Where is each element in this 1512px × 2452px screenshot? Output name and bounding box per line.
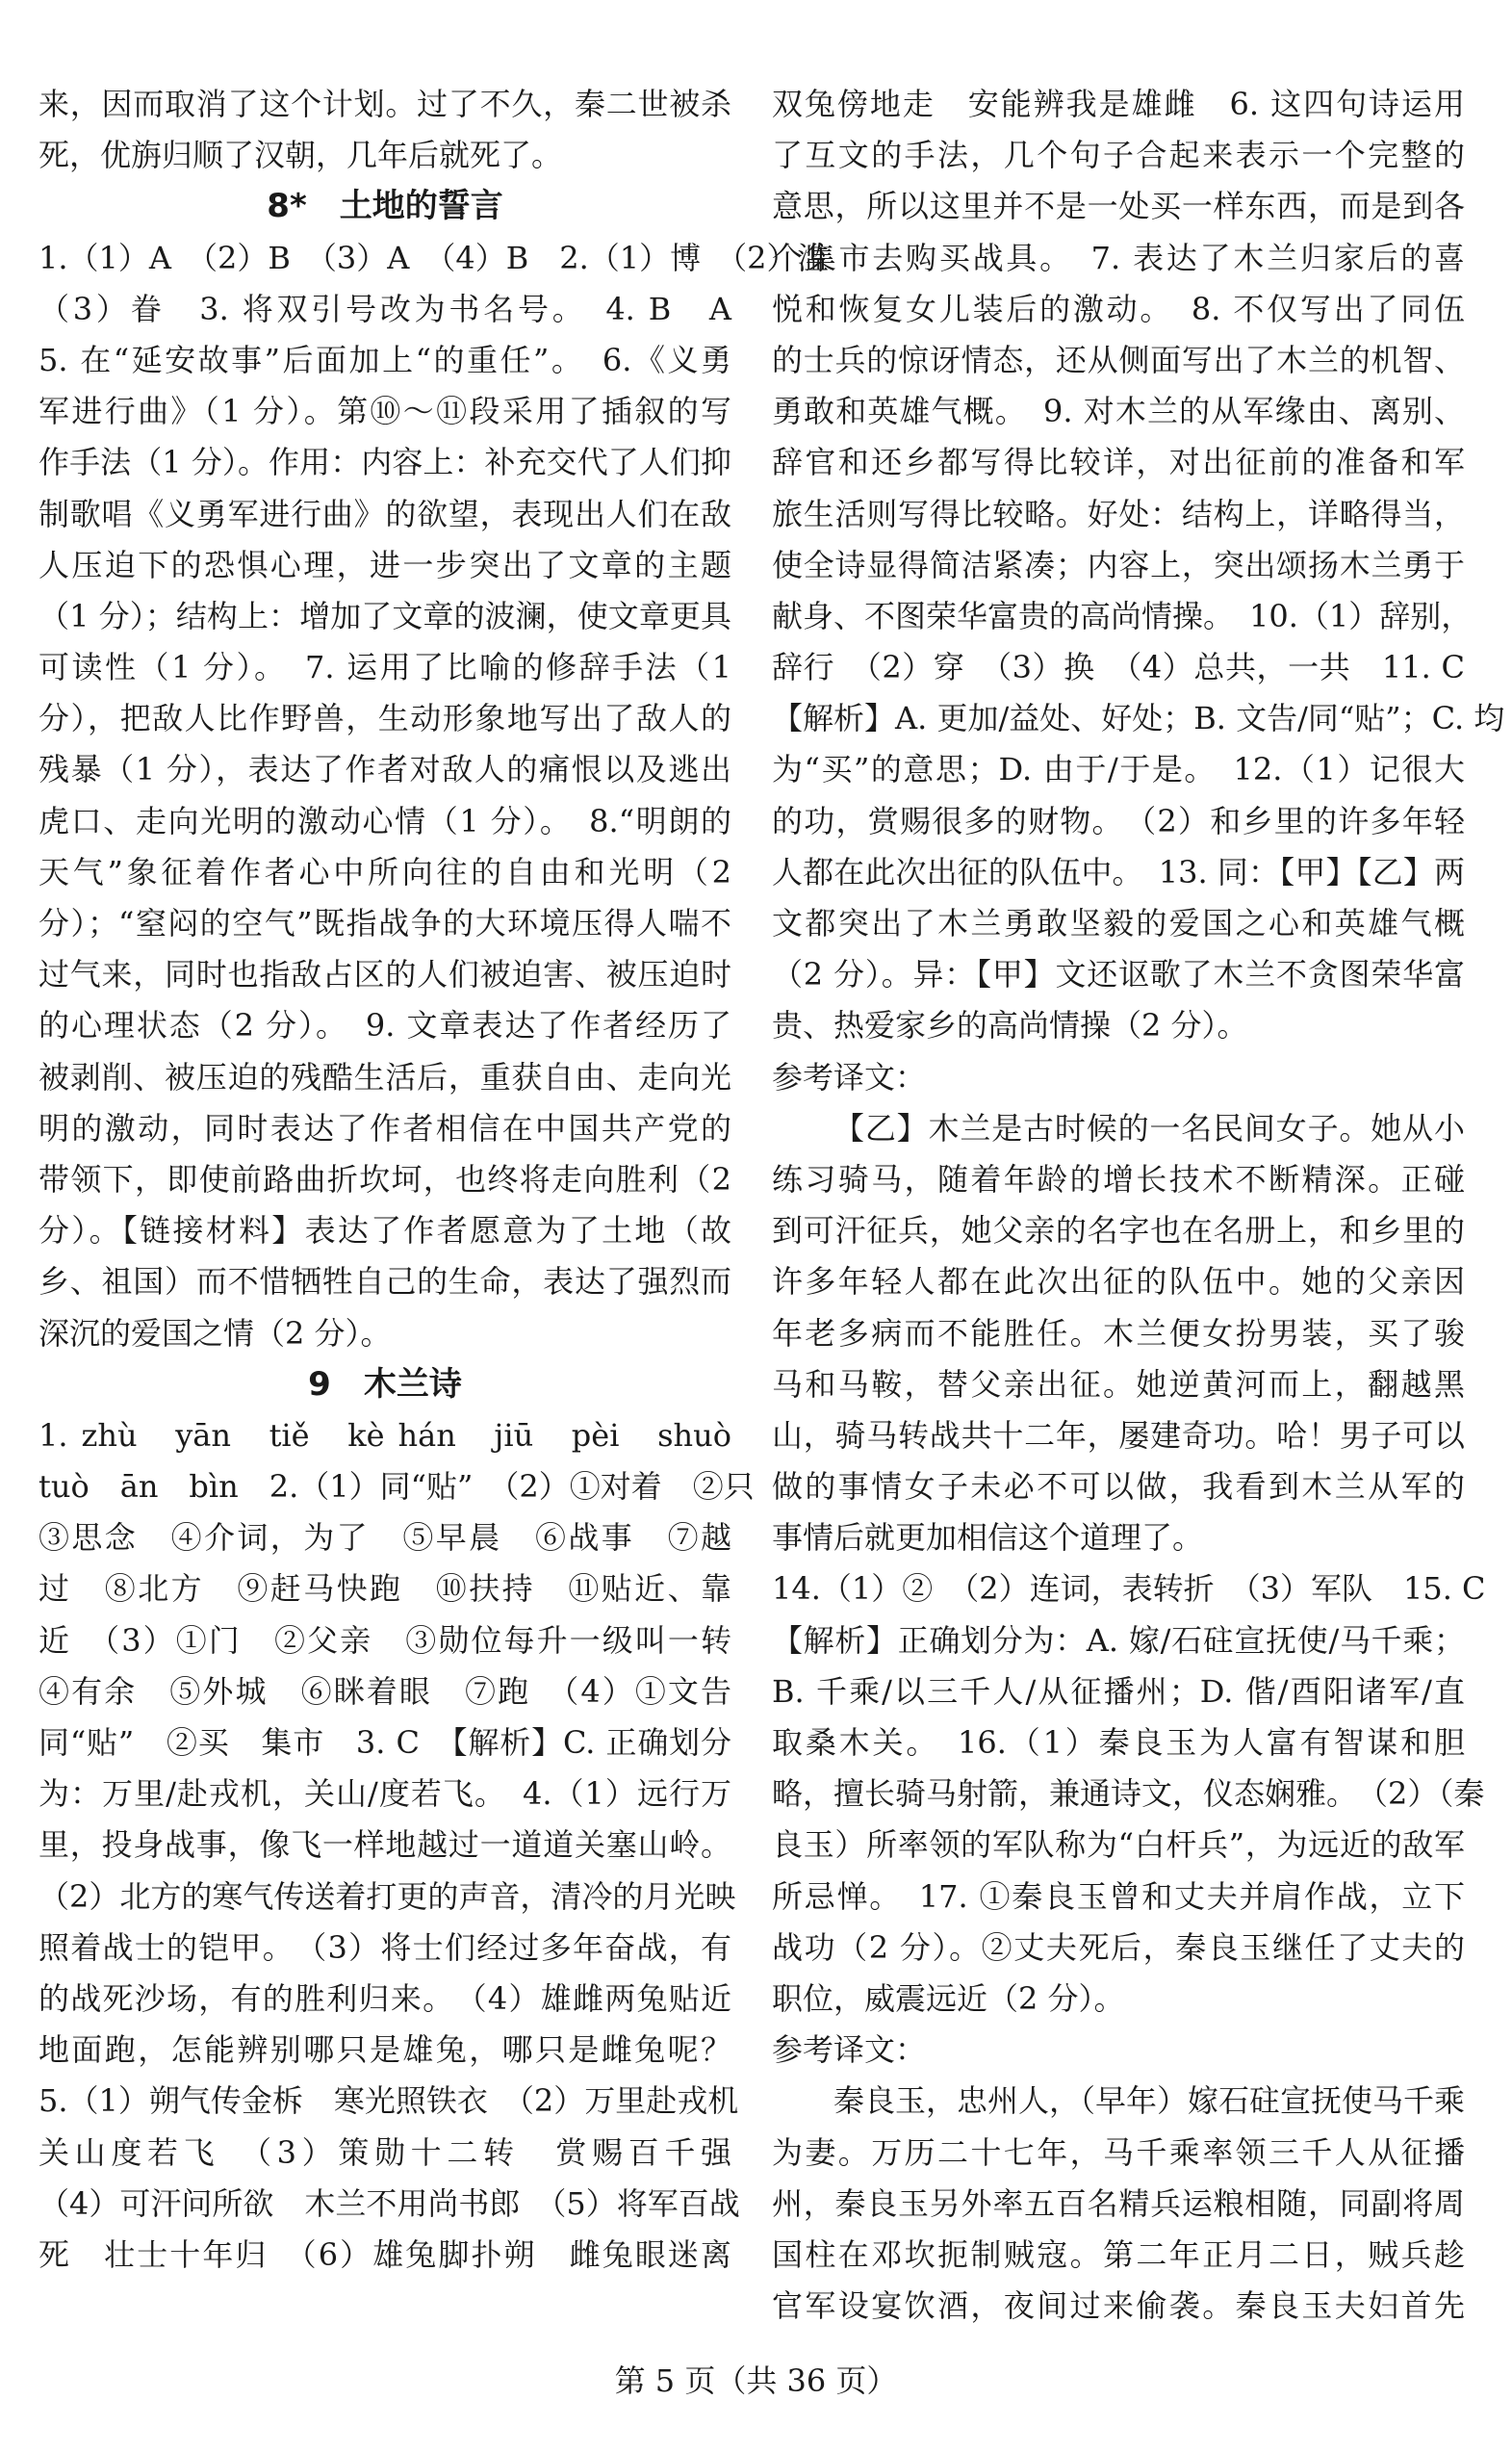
text-line: 地面跑，怎能辨别哪只是雄兔，哪只是雌兔呢？: [38, 2031, 731, 2069]
text-line: 分）；“窒闷的空气”既指战争的大环境压得人喘不: [38, 905, 731, 942]
text-line: 14.（1）② （2）连词，表转折 （3）军队 15. C: [772, 1570, 1486, 1608]
text-line: 为妻。万历二十七年，马千乘率领三千人从征播: [772, 2133, 1465, 2171]
text-line: 【解析】正确划分为：A. 嫁/石砫宣抚使/马千乘；: [772, 1621, 1465, 1659]
text-line: 许多年轻人都在此次出征的队伍中。她的父亲因: [772, 1263, 1465, 1301]
text-line: 人压迫下的恐惧心理，进一步突出了文章的主题: [38, 546, 731, 583]
text-line: 练习骑马，随着年龄的增长技术不断精深。正碰: [772, 1160, 1465, 1198]
pinyin-line: 1. zhù yān tiě kè hán jiū pèi shuò: [38, 1416, 731, 1454]
text-line: 事情后就更加相信这个道理了。: [772, 1519, 1204, 1557]
text-line: 天气”象征着作者心中所向往的自由和光明（2: [38, 853, 731, 890]
text-line: 秦良玉，忠州人，（早年）嫁石砫宣抚使马千乘: [833, 2082, 1466, 2120]
text-line: B. 千乘/以三千人/从征播州；D. 偕/酉阳诸军/直: [772, 1672, 1465, 1710]
text-line: 勇敢和英雄气概。 9. 对木兰的从军缘由、离别、: [772, 393, 1465, 430]
text-line: （2 分）。异：【甲】文还讴歌了木兰不贪图荣华富: [772, 956, 1465, 994]
text-line: 职位，威震远近（2 分）。: [772, 1979, 1125, 2017]
text-line: 战功（2 分）。②丈夫死后，秦良玉继任了丈夫的: [772, 1928, 1465, 1966]
text-line: 文都突出了木兰勇敢坚毅的爱国之心和英雄气概: [772, 905, 1465, 942]
text-line: 的士兵的惊讶情态，还从侧面写出了木兰的机智、: [772, 341, 1465, 378]
text-line: ③思念 ④介词，为了 ⑤早晨 ⑥战事 ⑦越: [38, 1519, 731, 1557]
reference-translation-label: 参考译文：: [772, 2031, 927, 2069]
text-line: 过 ⑧北方 ⑨赶马快跑 ⑩扶持 ⑪贴近、靠: [38, 1570, 731, 1608]
text-line: 残暴（1 分），表达了作者对敌人的痛恨以及逃出: [38, 751, 731, 788]
text-line: 的战死沙场，有的胜利归来。 （4）雄雌两兔贴近: [38, 1979, 731, 2017]
text-line: 近 （3）①门 ②父亲 ③勋位每升一级叫一转: [38, 1621, 731, 1659]
text-line: 明的激动，同时表达了作者相信在中国共产党的: [38, 1109, 731, 1147]
text-line: 略，擅长骑马射箭，兼通诗文，仪态娴雅。 （2）（秦: [772, 1775, 1485, 1813]
text-line: 军进行曲》（1 分）。第⑩～⑪段采用了插叙的写: [38, 393, 731, 430]
text-line: 山，骑马转战共十二年，屡建奇功。哈！男子可以: [772, 1416, 1465, 1454]
text-line: 1.（1）A （2）B （3）A （4）B 2.（1）博 （2）滥: [38, 239, 829, 276]
text-line: 【解析】A. 更加/益处、好处；B. 文告/同“贴”；C. 均: [772, 700, 1505, 737]
text-line: 意思，所以这里并不是一处买一样东西，而是到各: [772, 188, 1465, 225]
text-line: 做的事情女子未必不可以做，我看到木兰从军的: [772, 1468, 1465, 1506]
text-line: 的功，赏赐很多的财物。 （2）和乡里的许多年轻: [772, 802, 1465, 839]
text-line: 所忌惮。 17. ①秦良玉曾和丈夫并肩作战，立下: [772, 1877, 1465, 1915]
text-line: 死，优旃归顺了汉朝，几年后就死了。: [38, 137, 563, 174]
text-line: 分），把敌人比作野兽，生动形象地写出了敌人的: [38, 700, 731, 737]
section-heading-lesson-8: 8* 土地的誓言: [267, 187, 503, 226]
text-line: 关山度若飞 （3）策勋十二转 赏赐百千强: [38, 2133, 731, 2171]
text-line: 5.（1）朔气传金柝 寒光照铁衣 （2）万里赴戎机: [38, 2082, 739, 2120]
text-line: 过气来，同时也指敌占区的人们被迫害、被压迫时: [38, 956, 731, 994]
text-line: 到可汗征兵，她父亲的名字也在名册上，和乡里的: [772, 1212, 1465, 1250]
page-number-footer: 第 5 页（共 36 页）: [614, 2362, 898, 2399]
text-line: 里，投身战事，像飞一样地越过一道道关塞山岭。: [38, 1826, 731, 1864]
text-line: 献身、不图荣华富贵的高尚情操。 10.（1）辞别，: [772, 597, 1473, 634]
text-line: （1 分）；结构上：增加了文章的波澜，使文章更具: [38, 597, 731, 634]
right-column: [772, 79, 1505, 2332]
text-line: 旅生活则写得比较略。好处：结构上，详略得当，: [772, 495, 1465, 532]
text-line: （2）北方的寒气传送着打更的声音，清冷的月光映: [38, 1877, 736, 1915]
text-line: 贵、热爱家乡的高尚情操（2 分）。: [772, 1007, 1248, 1045]
text-line: ④有余 ⑤外城 ⑥眯着眼 ⑦跑 （4）①文告: [38, 1672, 731, 1710]
text-line: 年老多病而不能胜任。木兰便女扮男装，买了骏: [772, 1314, 1465, 1352]
text-line: 带领下，即使前路曲折坎坷，也终将走向胜利（2: [38, 1160, 731, 1198]
text-line: 了互文的手法，几个句子合起来表示一个完整的: [772, 137, 1465, 174]
text-line: 马和马鞍，替父亲出征。她逆黄河而上，翻越黑: [772, 1365, 1465, 1403]
text-line: 【乙】木兰是古时候的一名民间女子。她从小: [833, 1109, 1465, 1147]
text-line: 被剥削、被压迫的残酷生活后，重获自由、走向光: [38, 1058, 731, 1096]
section-heading-lesson-9: 9 木兰诗: [308, 1364, 462, 1404]
text-line: 作手法（1 分）。作用：内容上：补充交代了人们抑: [38, 444, 731, 481]
text-line: 乡、祖国）而不惜牺牲自己的生命，表达了强烈而: [38, 1263, 731, 1301]
text-line: 可读性（1 分）。 7. 运用了比喻的修辞手法（1: [38, 649, 731, 686]
left-column: [38, 79, 829, 2281]
text-line: 悦和恢复女儿装后的激动。 8. 不仅写出了同伍: [772, 290, 1465, 327]
text-line: 良玉）所率领的军队称为“白杆兵”，为远近的敌军: [772, 1826, 1465, 1864]
text-line: 国柱在邓坎扼制贼寇。第二年正月二日，贼兵趁: [772, 2235, 1465, 2273]
text-line: 使全诗显得简洁紧凑；内容上，突出颂扬木兰勇于: [772, 546, 1465, 583]
text-line: （3）眷 3. 将双引号改为书名号。 4. B A: [38, 290, 731, 327]
text-line: 个集市去购买战具。 7. 表达了木兰归家后的喜: [772, 239, 1465, 276]
reference-translation-label: 参考译文：: [772, 1058, 927, 1096]
text-line: 州，秦良玉另外率五百名精兵运粮相随，同副将周: [772, 2184, 1465, 2222]
text-line: 的心理状态（2 分）。 9. 文章表达了作者经历了: [38, 1007, 731, 1045]
text-line: 照着战士的铠甲。 （3）将士们经过多年奋战，有: [38, 1928, 731, 1966]
text-line: 虎口、走向光明的激动心情（1 分）。 8.“明朗的: [38, 802, 731, 839]
text-line: 来，因而取消了这个计划。过了不久，秦二世被杀: [38, 86, 731, 122]
text-line: 取桑木关。 16.（1）秦良玉为人富有智谋和胆: [772, 1724, 1465, 1761]
text-line: 为“买”的意思；D. 由于/于是。 12.（1）记很大: [772, 751, 1465, 788]
text-line: 辞官和还乡都写得比较详，对出征前的准备和军: [772, 444, 1465, 481]
text-line: 辞行 （2）穿 （3）换 （4）总共，一共 11. C: [772, 649, 1465, 686]
text-line: 同“贴” ②买 集市 3. C 【解析】C. 正确划分: [38, 1724, 731, 1761]
text-line: 制歌唱《义勇军进行曲》的欲望，表现出人们在敌: [38, 495, 731, 532]
text-line: 双兔傍地走 安能辨我是雄雌 6. 这四句诗运用: [772, 86, 1465, 122]
text-line: tuò ān bìn 2.（1）同“贴” （2）①对着 ②只: [38, 1468, 755, 1506]
text-line: 深沉的爱国之情（2 分）。: [38, 1314, 392, 1352]
text-line: 死 壮士十年归 （6）雄兔脚扑朔 雌兔眼迷离: [38, 2235, 731, 2273]
text-line: （4）可汗问所欲 木兰不用尚书郎 （5）将军百战: [38, 2184, 740, 2222]
text-line: 5. 在“延安故事”后面加上“的重任”。 6.《义勇: [38, 341, 731, 378]
text-line: 人都在此次出征的队伍中。 13. 同：【甲】【乙】两: [772, 853, 1465, 890]
text-line: 为：万里/赴戎机，关山/度若飞。 4.（1）远行万: [38, 1775, 731, 1813]
text-line: 分）。【链接材料】表达了作者愿意为了土地（故: [38, 1212, 731, 1250]
text-line: 官军设宴饮酒，夜间过来偷袭。秦良玉夫妇首先: [772, 2287, 1465, 2325]
